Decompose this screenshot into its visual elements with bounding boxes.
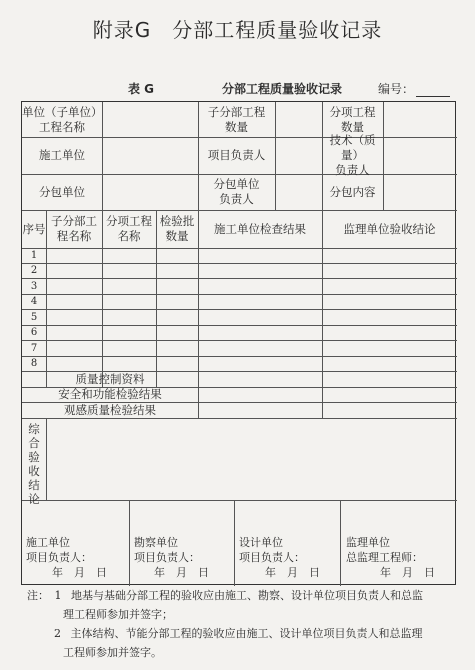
vline-sig-b [234,500,235,586]
acceptance-form [21,101,456,585]
subcontract-content-label: 分包内容 [329,184,376,199]
quality-control-docs-label: 质量控制资料 [75,371,145,386]
label-responsible: 负责人 [219,192,254,206]
number-label: 编号： [378,82,415,96]
subcontractor-label: 分包单位 [39,184,85,199]
note-1-line1: 地基与基础分部工程的验收应由施工、勘察、设计单位项目负责人和总监 [71,589,423,602]
notes-prefix: 注： [27,589,49,602]
label-manager: 负责人 [335,163,370,177]
label-count-a: 数量 [225,119,248,134]
label-sub-division: 子分部工程 [207,104,266,119]
header-sub-item-line2: 名称 [117,229,141,243]
sub-division-count-label [198,102,275,137]
table-name: 分部工程质量验收记录 [222,82,343,96]
project-name-label [22,102,102,137]
label-count-b: 数量 [341,119,364,134]
row-number: 1 [30,250,38,261]
note-1-number: 1 [54,589,62,602]
sig-supervision-unit: 监理单位 [346,536,390,549]
row-number: 6 [30,327,38,338]
header-sub-division-name [46,210,102,248]
table-caption [128,80,458,98]
row-number: 4 [30,296,38,307]
header-batch-count [156,210,198,248]
project-manager-label: 项目负责人 [207,148,266,162]
note-2-number: 2 [54,627,61,640]
sig-supervision-date: 年 月 日 [380,566,435,579]
note-1-line2: 理工程师参加并签字； [63,608,173,621]
header-serial: 序号 [22,221,46,236]
header-batch-line1: 检验批 [159,214,195,228]
vline-top-e [383,102,384,210]
note-item-2 [27,624,457,662]
number-blank [416,84,450,97]
signature-survey [134,535,209,580]
sig-construction-date: 年 月 日 [52,566,107,579]
header-sub-item-name [102,210,156,248]
sig-supervision-person: 总监理工程师： [346,551,423,564]
label-technical: 技术（质量） [329,133,376,162]
signature-supervision [346,535,435,580]
row-number: 3 [30,280,38,292]
hline-r7 [22,356,457,357]
vline-top-c [275,102,276,210]
appearance-quality-label: 观感质量检验结果 [64,402,156,417]
hline-r6 [22,340,457,341]
label-unit: 单位（子单位） [22,104,103,119]
row-number: 2 [30,265,38,276]
header-supervision-conclusion: 监理单位验收结论 [343,221,436,236]
hline-r3 [22,294,457,295]
row-number: 8 [30,358,38,369]
sig-design-unit: 设计单位 [239,536,283,549]
note-item-1 [27,586,457,624]
vline-sig-a [129,500,130,586]
header-construction-result: 施工单位检查结果 [214,221,306,236]
sub-item-count-label [322,102,383,137]
hline-header [22,248,457,249]
label-subcontractor: 分包单位 [213,177,260,191]
note-2-line1: 主体结构、节能分部工程的验收应由施工、设计单位项目负责人和总监理 [70,627,423,640]
signature-design [239,535,320,580]
notes [27,586,457,662]
header-sub-division-line1: 子分部工 [51,214,97,228]
construction-unit-label: 施工单位 [39,148,85,162]
row-number: 5 [30,311,38,323]
technical-manager-label [322,133,383,177]
label-project-name: 工程名称 [39,119,85,134]
sig-construction-person: 项目负责人： [26,551,92,564]
hline-conclusion [22,500,457,501]
sig-survey-unit: 勘察单位 [134,536,178,549]
signature-construction [26,535,107,580]
number-field [378,80,450,97]
subcontractor-manager-label [198,174,275,210]
vline-conc-a [46,418,47,500]
conclusion-label: 综 合 验 收 结 论 [28,422,40,506]
vline-sig-c [340,500,341,586]
hline-r2 [22,278,457,279]
label-sub-item: 分项工程 [329,104,376,119]
sig-design-person: 项目负责人： [239,551,305,564]
sig-construction-unit: 施工单位 [26,536,70,549]
note-2-line2: 工程师参加并签字。 [63,646,162,659]
header-batch-line2: 数量 [165,229,189,243]
header-sub-division-line2: 程名称 [56,229,92,243]
page-title: 附录G 分部工程质量验收记录 [92,18,383,42]
table-tag: 表 G [128,82,155,96]
sig-survey-person: 项目负责人： [134,551,200,564]
sig-design-date: 年 月 日 [265,566,320,579]
header-sub-item-line1: 分项工程 [106,214,152,228]
hline-s3 [22,418,457,419]
sig-survey-date: 年 月 日 [154,566,209,579]
safety-function-label: 安全和功能检验结果 [58,387,162,401]
hline-r4 [22,309,457,310]
row-number: 7 [30,342,38,354]
hline-r5 [22,325,457,326]
hline-r1 [22,263,457,264]
